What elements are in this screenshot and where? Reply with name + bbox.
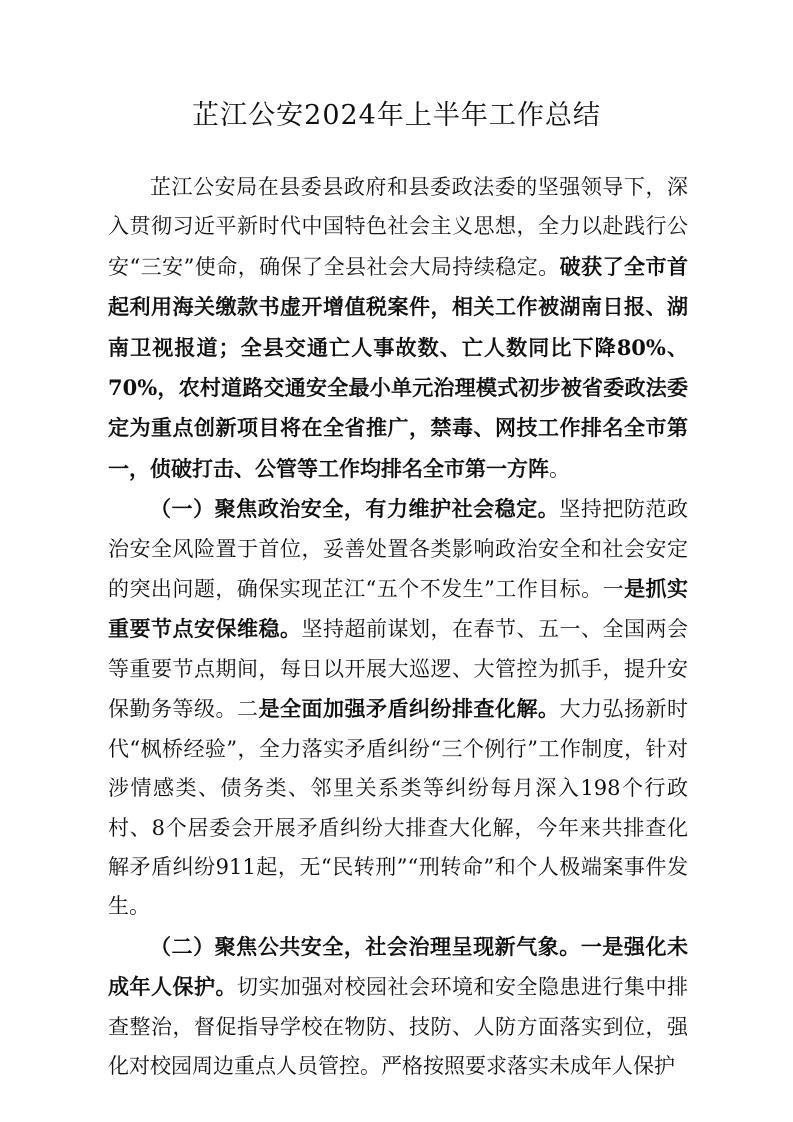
section-one-text-2: 坚持超前谋划，在春节、五一、全国两会等重要节点期间，每日以开展大巡逻、大管控为抓手，提升安保勤务等级。二 (108, 617, 688, 722)
section-two-paragraph (108, 927, 688, 1087)
section-one-text-1: 坚持把防范政治安全风险置于首位，妥善处置各类影响政治安全和社会安定的突出问题，确保实现芷江“五个不发生”工作目标。一 (108, 497, 689, 602)
intro-end: 。 (549, 456, 570, 481)
section-one-point-2: 是全面加强矛盾纠纷排查化解。 (258, 696, 560, 722)
section-one-point-1: 是抓实重要节点安保维稳。 (108, 576, 688, 642)
intro-highlights: 破获了全市首起利用海关缴款书虚开增值税案件，相关工作被湖南日报、湖南卫视报道；全县交通亡人事故数、亡人数同比下降80%、70%，农村道路交通安全最小单元治理模式初步被省委政法委定为重点创新项目将在全省推广，禁毒、网技工作排名全市第一，侦破打击、公管等工作均排名全市第一方阵 (108, 253, 688, 481)
section-two-point-1: 一是强化未成年人保护。 (108, 933, 689, 1000)
section-one-heading: （一）聚焦政治安全，有力维护社会稳定。 (150, 496, 560, 522)
document-body (108, 168, 688, 1086)
intro-text: 芷江公安局在县委县政府和县委政法委的坚强领导下，深入贯彻习近平新时代中国特色社会主义思想，全力以赴践行公安“三安”使命，确保了全县社会大局持续稳定。 (108, 175, 688, 279)
intro-paragraph (108, 168, 688, 489)
section-two-text-1: 切实加强对校园社会环境和安全隐患进行集中排查整治，督促指导学校在物防、技防、人防方面落实到位，强化对校园周边重点人员管控。严格按照要求落实未成年人保护 (108, 975, 688, 1078)
section-one-paragraph (108, 489, 688, 926)
section-two-heading: （二）聚焦公共安全，社会治理呈现新气象。 (150, 933, 581, 959)
document-title: 芷江公安2024年上半年工作总结 (192, 100, 601, 131)
section-one-text-3: 大力弘扬新时代“枫桥经验”，全力落实矛盾纠纷“三个例行”工作制度，针对涉情感类、债务类、邻里关系类等纠纷每月深入198个行政村、8个居委会开展矛盾纠纷大排查大化解，今年来共排查化解矛盾纠纷911起，无“民转刑”“刑转命”和个人极端案事件发生。 (108, 697, 688, 919)
